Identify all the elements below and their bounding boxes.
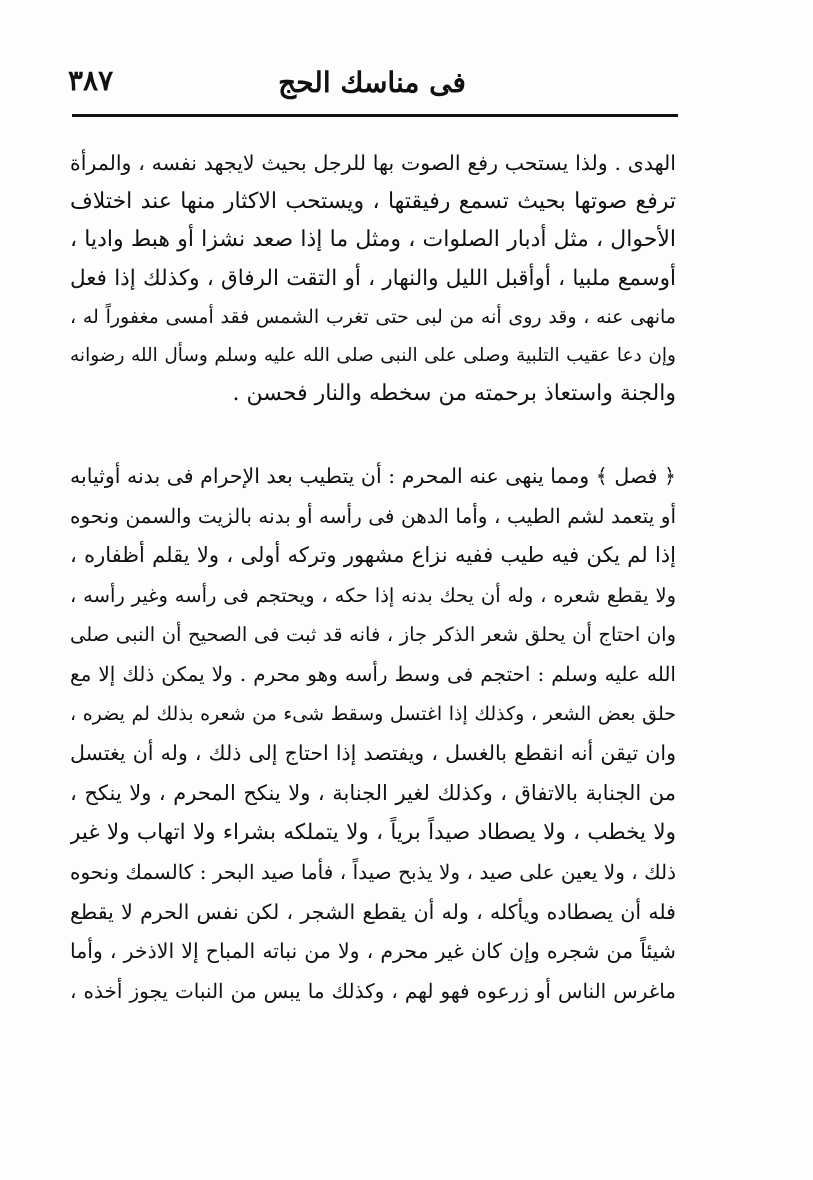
text-line: فله أن يصطاده ويأكله ، وله أن يقطع الشجر ، لكن نفس الحرم لا يقطع: [70, 899, 676, 924]
text-line: ولا يخطب ، ولا يصطاد صيداً برياً ، ولا يتملكه بشراء ولا اتهاب ولا غير: [70, 820, 676, 846]
text-line: ﴿ فصل ﴾ ومما ينهى عنه المحرم : أن يتطيب بعد الإحرام فى بدنه أوثيابه: [70, 464, 676, 488]
text-line: والجنة واستعاذ برحمته من سخطه والنار فحسن .: [232, 381, 676, 406]
text-line: الهدى . ولذا يستحب رفع الصوت بها للرجل بحيث لايجهد نفسه ، والمرأة: [70, 151, 676, 175]
text-line: ذلك ، ولا يعين على صيد ، ولا يذبح صيداً ، فأما صيد البحر : كالسمك ونحوه: [70, 859, 676, 884]
text-line: إذا لم يكن فيه طيب ففيه نزاع مشهور وتركه أولى ، ولا يقلم أظفاره ،: [70, 543, 676, 568]
text-line: أوسمع ملبيا ، أوأقبل الليل والنهار ، أو التقت الرفاق ، وكذلك إذا فعل: [70, 265, 676, 291]
text-line: حلق بعض الشعر ، وكذلك إذا اغتسل وسقط شىء من شعره بذلك لم يضره ،: [70, 702, 676, 725]
text-line: وان احتاج أن يحلق شعر الذكر جاز ، فانه قد ثبت فى الصحيح أن النبى صلى: [70, 623, 676, 647]
text-line: الله عليه وسلم : احتجم فى وسط رأسه وهو محرم . ولا يمكن ذلك إلا مع: [70, 661, 676, 686]
text-line: ولا يقطع شعره ، وله أن يحك بدنه إذا حكه ، ويحتجم فى رأسه وغير رأسه ،: [70, 583, 676, 607]
text-line: أو يتعمد لشم الطيب ، وأما الدهن فى رأسه أو بدنه بالزيت والسمن ونحوه: [70, 503, 676, 528]
paragraph-2: [70, 457, 676, 1011]
text-line: ماغرس الناس أو زرعوه فهو لهم ، وكذلك ما يبس من النبات يجوز أخذه ،: [70, 978, 676, 1003]
text-line: وإن دعا عقيب التلبية وصلى على النبى صلى الله عليه وسلم وسأل الله رضوانه: [70, 344, 676, 366]
text-line: من الجنابة بالاتفاق ، وكذلك لغير الجنابة ، ولا ينكح المحرم ، ولا ينكح ،: [70, 780, 676, 805]
text-line: مانهى عنه ، وقد روى أنه من لبى حتى تغرب الشمس فقد أمسى مغفوراً له ،: [70, 306, 676, 328]
text-line: ترفع صوتها بحيث تسمع رفيقتها ، ويستحب الاكثار منها عند اختلاف: [70, 188, 676, 214]
running-title: فى مناسك الحج: [278, 66, 466, 99]
text-line: شيئاً من شجره وإن كان غير محرم ، ولا من نباته المباح إلا الاذخر ، وأما: [70, 939, 676, 964]
page-header: [66, 58, 678, 110]
text-line: الأحوال ، مثل أدبار الصلوات ، ومثل ما إذا صعد نشزا أو هبط واديا ،: [70, 227, 676, 252]
text-line: وان تيقن أنه انقطع بالغسل ، ويفتصد إذا احتاج إلى ذلك ، وله أن يغتسل: [70, 741, 676, 766]
page-number: ٣٨٧: [68, 64, 114, 97]
paragraph-1: [70, 144, 676, 414]
header-divider: [72, 114, 678, 117]
